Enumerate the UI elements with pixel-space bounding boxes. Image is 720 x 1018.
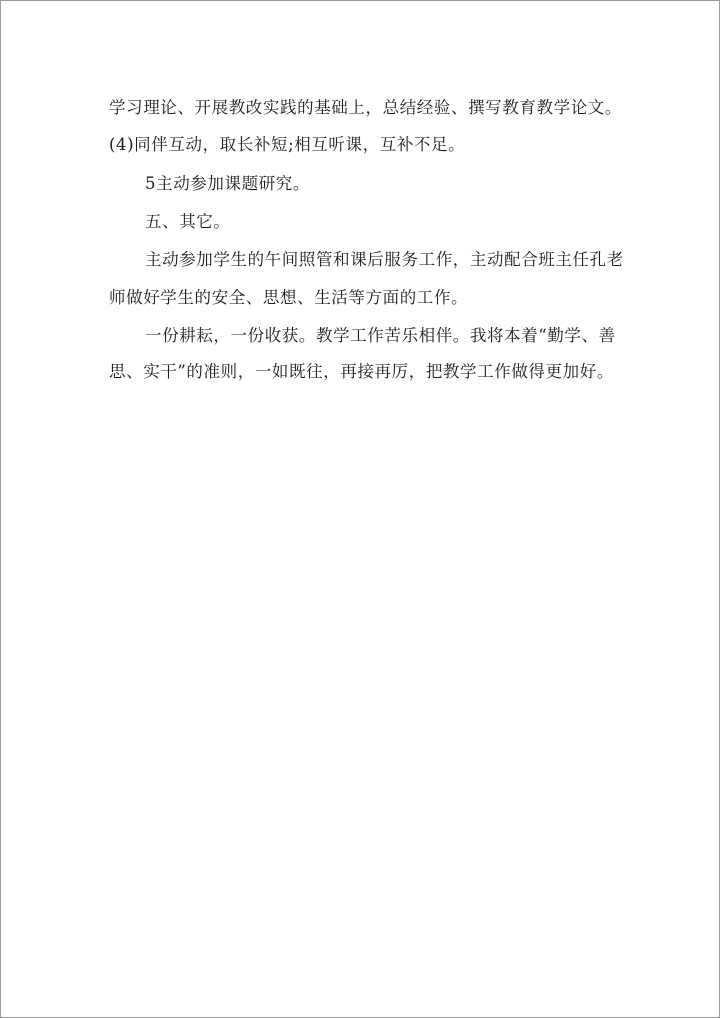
section-heading: 五、其它。	[145, 212, 231, 231]
text-line: (4)同伴互动，取长补短;相互听课，互补不足。	[109, 135, 466, 154]
text-line: 主动参加学生的午间照管和课后服务工作，主动配合班主任孔老	[145, 250, 624, 269]
text-line: 5主动参加课题研究。	[145, 174, 310, 193]
text-line: 学习理论、开展教改实践的基础上，总结经验、撰写教育教学论文。	[109, 98, 622, 117]
text-line: 师做好学生的安全、思想、生活等方面的工作。	[109, 288, 469, 307]
text-line: 思、实干”的准则，一如既往，再接再厉，把教学工作做得更加好。	[109, 362, 614, 381]
text-line: 一份耕耘，一份收获。教学工作苦乐相伴。我将本着“勤学、善	[145, 326, 616, 345]
